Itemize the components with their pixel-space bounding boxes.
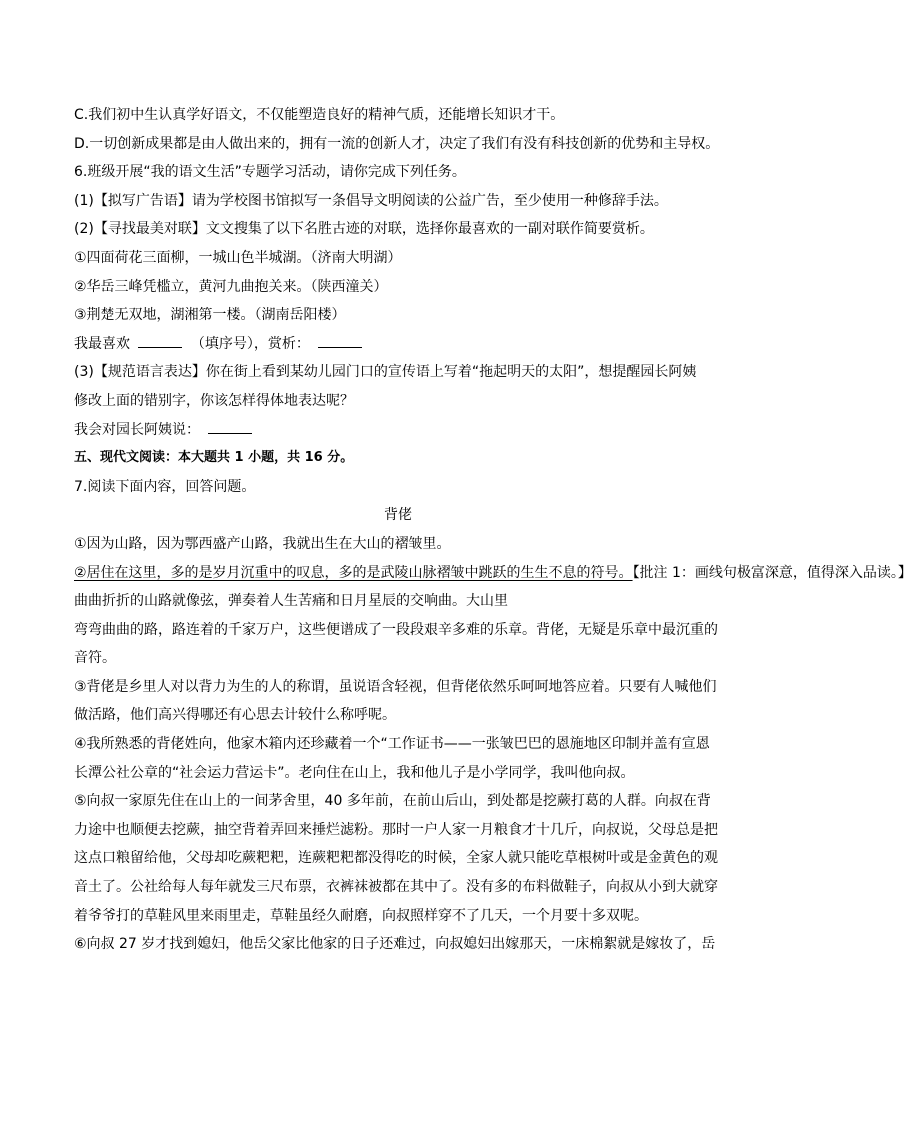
question-6-task-1: (1)【拟写广告语】请为学校图书馆拟写一条倡导文明阅读的公益广告，至少使用一种修辞手法。	[74, 192, 668, 209]
paragraph-5-line-5: 着爷爷打的草鞋风里来雨里走，草鞋虽经久耐磨，向叔照样穿不了几天，一个月要十多双呢。	[74, 907, 648, 924]
paragraph-2-line-3: 音符。	[74, 650, 116, 667]
paragraph-4-line-1: ④我所熟悉的背佬姓向，他家木箱内还珍藏着一个“工作证书——一张皱巴巴的恩施地区印制并盖有宣恩	[74, 736, 710, 753]
paragraph-2-line-1	[74, 559, 912, 588]
question-7: 7.阅读下面内容，回答问题。	[74, 478, 256, 495]
paragraph-3-line-1: ③背佬是乡里人对以背力为生的人的称谓，虽说语含轻视，但背佬依然乐呵呵地答应着。只要有人喊他们	[74, 678, 717, 695]
paragraph-5-line-3: 这点口粮留给他，父母却吃蕨粑粑，连蕨粑粑都没得吃的时候，全家人就只能吃草根树叶或是金黄色的观	[74, 850, 718, 867]
answer-blank-say	[208, 419, 252, 434]
paragraph-1: ①因为山路，因为鄂西盛产山路，我就出生在大山的褶皱里。	[74, 535, 451, 552]
section-5-heading: 五、现代文阅读：本大题共 1 小题，共 16 分。	[74, 450, 354, 466]
document-body	[74, 101, 912, 959]
question-6-task-2: (2)【寻找最美对联】文文搜集了以下名胜古迹的对联，选择你最喜欢的一副对联作简要赏析。	[74, 221, 654, 238]
question-6-task-3-line-1: (3)【规范语言表达】你在街上看到某幼儿园门口的宣传语上写着“拖起明天的太阳”，想提醒园长阿姨	[74, 364, 697, 381]
couplet-3: ③荆楚无双地，湖湘第一楼。（湖南岳阳楼）	[74, 307, 346, 324]
couplet-1: ①四面荷花三面柳，一城山色半城湖。（济南大明湖）	[74, 249, 402, 266]
question-6-task-3-line-2: 修改上面的错别字，你该怎样得体地表达呢？	[74, 392, 354, 409]
option-c: C.我们初中生认真学好语文，不仅能塑造良好的精神气质，还能增长知识才干。	[74, 107, 565, 123]
paragraph-5-line-2: 力途中也顺便去挖蕨，抽空背着弄回来捶烂滤粉。那时一户人家一月粮食才十几斤，向叔说，父母总是把	[74, 821, 718, 838]
annotation-1: 【批注 1：画线句极富深意，值得深入品读。】	[632, 564, 912, 581]
appreciation-label: （填序号），赏析：	[190, 335, 310, 352]
paragraph-4-line-2: 长潭公社公章的“社会运力营运卡”。老向住在山上，我和他儿子是小学同学，我叫他向叔。	[74, 764, 635, 781]
paragraph-2-line-2: 弯弯曲曲的路，路连着的千家万户，这些便谱成了一段段艰辛多难的乐章。背佬，无疑是乐章中最沉重的	[74, 621, 718, 638]
favorite-answer-line	[74, 330, 722, 359]
answer-blank-number	[138, 333, 182, 348]
underlined-sentence: ②居住在这里，多的是岁月沉重中的叹息，多的是武陵山脉褶皱中跳跃的生生不息的符号。	[74, 564, 633, 581]
paragraph-2-line-1b: 曲曲折折的山路就像弦，弹奏着人生苦痛和日月星辰的交响曲。大山里	[74, 593, 508, 610]
paragraph-3-line-2: 做活路，他们高兴得哪还有心思去计较什么称呼呢。	[74, 707, 396, 724]
couplet-2: ②华岳三峰凭槛立，黄河九曲抱关来。（陕西潼关）	[74, 278, 388, 295]
say-label: 我会对园长阿姨说：	[74, 421, 200, 438]
paragraph-5-line-1: ⑤向叔一家原先住在山上的一间茅舍里，40 多年前，在前山后山，到处都是挖蕨打葛的人群。向叔在背	[74, 793, 711, 810]
option-d: D.一切创新成果都是由人做出来的，拥有一流的创新人才，决定了我们有没有科技创新的优势和主导权。	[74, 135, 720, 152]
question-6: 6.班级开展“我的语文生活”专题学习活动，请你完成下列任务。	[74, 164, 466, 181]
say-answer-line	[74, 416, 722, 445]
paragraph-6-line-1: ⑥向叔 27 岁才找到媳妇，他岳父家比他家的日子还难过，向叔媳妇出嫁那天，一床棉絮就是嫁妆了，岳	[74, 936, 716, 953]
answer-blank-appreciation	[318, 333, 362, 348]
favorite-label: 我最喜欢	[74, 335, 130, 352]
passage-title: 背佬	[384, 507, 412, 524]
paragraph-5-line-4: 音土了。公社给每人每年就发三尺布票，衣裤袜被都在其中了。没有多的布料做鞋子，向叔从小到大就穿	[74, 879, 718, 896]
